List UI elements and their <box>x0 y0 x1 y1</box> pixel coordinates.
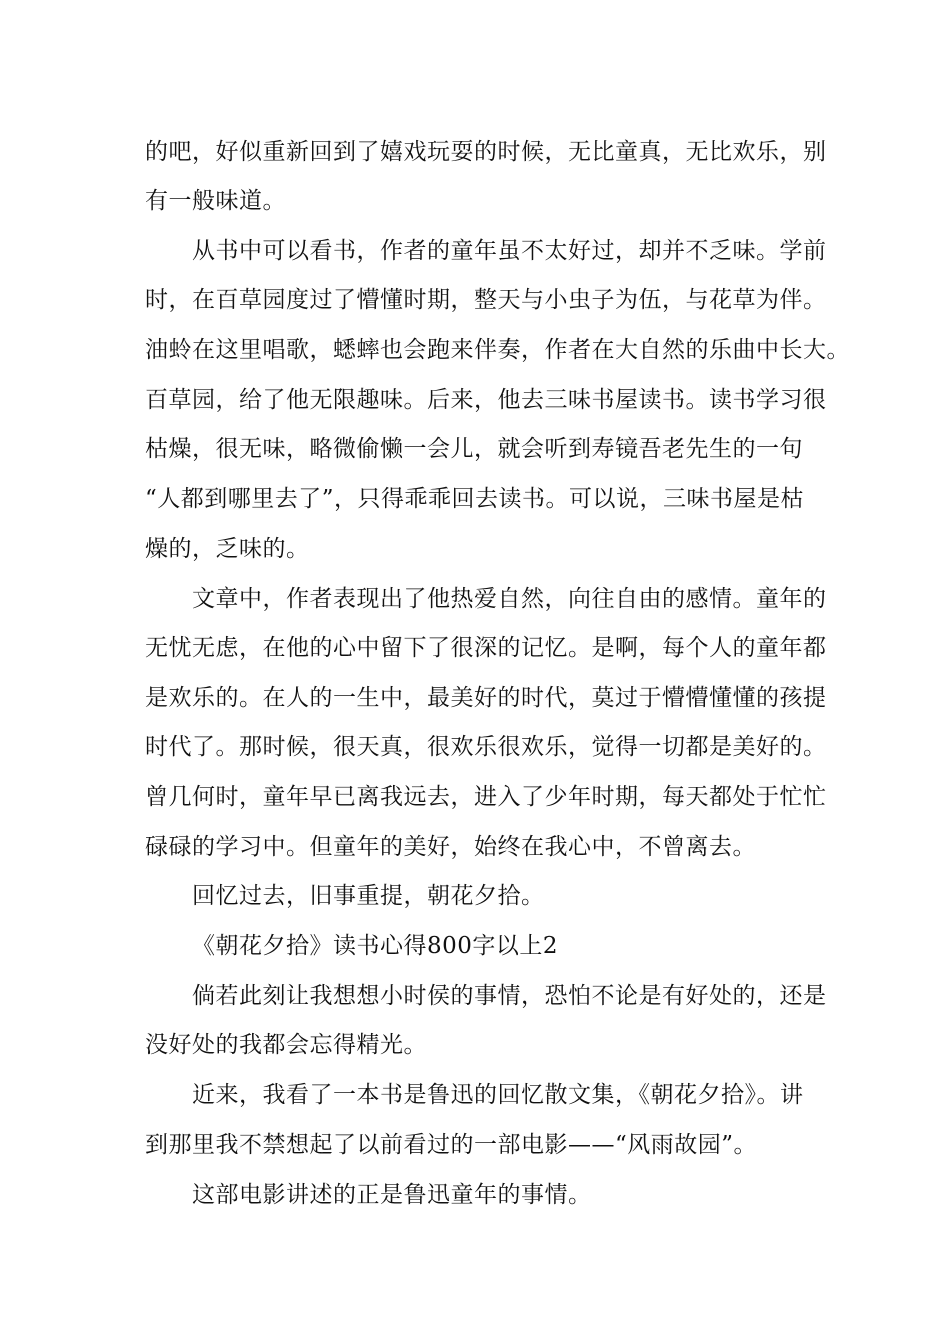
text-line: 曾几何时，童年早已离我远去，进入了少年时期，每天都处于忙忙 <box>145 784 827 810</box>
text-line: 碌碌的学习中。但童年的美好，始终在我心中，不曾离去。 <box>145 834 756 860</box>
text-line: 有一般味道。 <box>145 188 286 214</box>
text-line: 的吧，好似重新回到了嬉戏玩耍的时候，无比童真，无比欢乐，别 <box>145 139 827 165</box>
text-line: 百草园，给了他无限趣味。后来，他去三味书屋读书。读书学习很 <box>145 387 827 413</box>
text-line: 时代了。那时候，很天真，很欢乐很欢乐，觉得一切都是美好的。 <box>145 734 827 760</box>
text-line: “人都到哪里去了”，只得乖乖回去读书。可以说，三味书屋是枯 <box>145 486 805 512</box>
text-line: 无忧无虑，在他的心中留下了很深的记忆。是啊，每个人的童年都 <box>145 635 827 661</box>
paragraph-start-line: 近来，我看了一本书是鲁迅的回忆散文集，《朝花夕拾》。讲 <box>192 1082 804 1108</box>
text-line: 是欢乐的。在人的一生中，最美好的时代，莫过于懵懵懂懂的孩提 <box>145 685 827 711</box>
section-heading: 《朝花夕拾》读书心得800字以上2 <box>192 933 559 959</box>
text-line: 燥的，乏味的。 <box>145 536 310 562</box>
paragraph-start-line: 倘若此刻让我想想小时侯的事情，恐怕不论是有好处的，还是 <box>192 983 827 1009</box>
text-line: 到那里我不禁想起了以前看过的一部电影——“风雨故园”。 <box>145 1132 758 1158</box>
text-line: 枯燥，很无味，略微偷懒一会儿，就会听到寿镜吾老先生的一句 <box>145 436 803 462</box>
text-line: 没好处的我都会忘得精光。 <box>145 1032 427 1058</box>
paragraph-start-line: 文章中，作者表现出了他热爱自然，向往自由的感情。童年的 <box>192 586 827 612</box>
paragraph-start-line: 从书中可以看书，作者的童年虽不太好过，却并不乏味。学前 <box>192 238 827 264</box>
text-line: 时，在百草园度过了懵懂时期，整天与小虫子为伍，与花草为伴。 <box>145 287 827 313</box>
paragraph-start-line: 回忆过去，旧事重提，朝花夕拾。 <box>192 883 545 909</box>
paragraph-start-line: 这部电影讲述的正是鲁迅童年的事情。 <box>192 1182 592 1208</box>
text-line: 油蛉在这里唱歌，蟋蟀也会跑来伴奏，作者在大自然的乐曲中长大。 <box>145 337 850 363</box>
